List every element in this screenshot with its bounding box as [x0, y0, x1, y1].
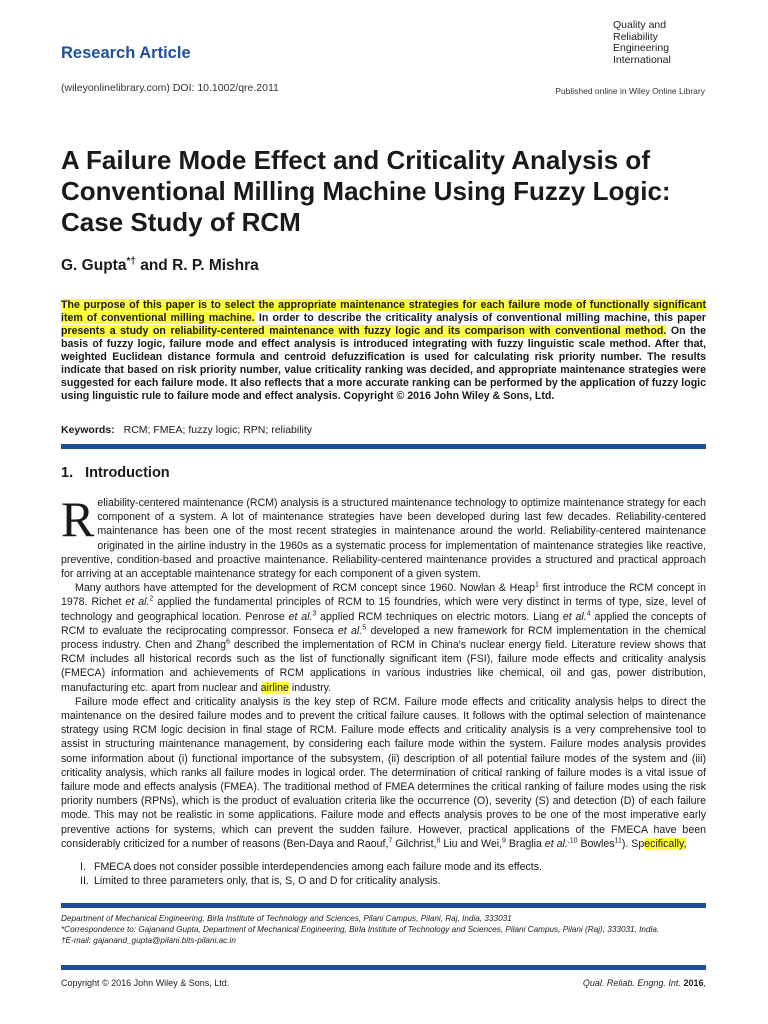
- list-number: I.: [80, 861, 86, 873]
- text-run: industry.: [288, 681, 332, 694]
- footer-citation: [583, 978, 706, 988]
- highlighted-text: ecifically,: [644, 837, 687, 850]
- section-divider: [61, 444, 706, 449]
- text-run: first introduce the RCM concept in 1978. Richet: [61, 582, 706, 609]
- journal-line: International: [613, 53, 671, 66]
- section-title: Introduction: [85, 465, 170, 481]
- text-run: et al.: [125, 596, 150, 609]
- text-run: developed a new framework for RCM implementation in the chemical process industry. Chen and Zhang: [61, 624, 707, 652]
- section-number: 1.: [61, 465, 74, 481]
- journal-name: [613, 20, 753, 66]
- citation: 11: [614, 837, 622, 845]
- citation: ,10: [567, 837, 578, 845]
- text-run: et al.: [562, 610, 587, 623]
- citation: 7: [388, 837, 393, 845]
- keywords-value: RCM; FMEA; fuzzy logic; RPN; reliability: [123, 424, 313, 436]
- highlighted-text: The purpose of this paper is to select the appropriate maintenance strategies for each failure mode of functionally significant item of conventional milling machine.: [61, 299, 706, 324]
- list-item: [80, 860, 542, 874]
- citation: 3: [312, 610, 317, 618]
- text-run: et al.: [337, 624, 363, 637]
- author-name: R. P. Mishra: [172, 257, 259, 274]
- drop-cap: R: [61, 491, 95, 547]
- affiliation-note: Department of Mechanical Engineering, Birla Institute of Technology and Sciences, Pilani Campus, Pilani, Raj, India, 333031: [61, 914, 512, 923]
- list-number: II.: [80, 875, 89, 888]
- email-note[interactable]: †E-mail: gajanand_gupta@pilani.bits-pilani.ac.in: [61, 936, 236, 945]
- abstract: [61, 299, 706, 403]
- paragraph: [61, 491, 706, 581]
- footer-divider: [61, 965, 706, 970]
- highlighted-text: presents a study on reliability-centered maintenance with fuzzy logic and its comparison with conventional method.: [61, 325, 667, 337]
- citation-year: 2016: [683, 978, 704, 988]
- paper-title: A Failure Mode Effect and Criticality Analysis of Conventional Milling Machine Using Fuzzy Logic: Case Study of RCM: [61, 145, 671, 237]
- paragraph: [61, 695, 706, 851]
- author-line: [61, 257, 259, 275]
- text-run: Gilchrist,: [392, 837, 437, 850]
- section-heading: [61, 465, 170, 481]
- text-run: applied RCM techniques on electric motors. Liang: [316, 610, 563, 623]
- journal-line: Reliability: [613, 30, 658, 43]
- abstract-text: On the basis of fuzzy logic, failure mode and effect analysis is introduced integrating with fuzzy linguistic scale method. After that, weighted Euclidean distance formula and centroid defuzzification is used for calculating risk priority number. The results indicate that based on risk priority number, value criticality ranking was decided, and appropriate maintenance strategies were suggested for each failure mode. It also reflects that a more accurate ranking can be performed by the application of fuzzy logic using linguistic rule to failure mode and effect analysis. Copyright © 2016 John Wiley & Sons, Ltd.: [61, 325, 706, 402]
- journal-line: Engineering: [613, 42, 670, 54]
- citation: 1: [535, 581, 539, 589]
- keywords-label: Keywords:: [61, 424, 115, 436]
- journal-line: Quality and: [613, 19, 667, 31]
- citation: 6: [226, 638, 230, 646]
- author-conjunction: and: [135, 257, 173, 274]
- highlighted-text: airline: [260, 681, 289, 694]
- abstract-text: In order to describe the criticality analysis of conventional milling machine, this paper: [254, 312, 707, 324]
- text-run: Liu and Wei,: [440, 837, 503, 850]
- list-item: [80, 874, 542, 888]
- list-text: FMECA does not consider possible interdependencies among each failure mode and its effects.: [94, 861, 542, 873]
- correspondence-note: *Correspondence to: Gajanand Gupta, Department of Mechanical Engineering, Birla Institute of Technology and Sciences, Pilani Campus, Pilani (Raj), 333031, India.: [61, 925, 660, 934]
- author-marks: *†: [126, 255, 136, 267]
- article-type-label: Research Article: [61, 44, 191, 62]
- text-run: et al.: [544, 837, 568, 850]
- citation: 8: [436, 837, 441, 845]
- text-run: et al.: [288, 610, 313, 623]
- text-run: applied the concepts of RCM to evaluate the reciprocating compressor. Fonseca: [61, 610, 707, 637]
- text-run: Braglia: [505, 837, 545, 850]
- list-text: Limited to three parameters only, that is, S, O and D for criticality analysis.: [94, 875, 441, 888]
- text-run: Many authors have attempted for the development of RCM concept since 1960. Nowlan & Heap: [75, 582, 535, 595]
- text-run: Bowles: [577, 837, 615, 850]
- text-run: applied the fundamental principles of RCM to 15 foundries, which were very distinct in terms of type, size, level of technology and geographical location. Penrose: [61, 596, 707, 623]
- author-name: G. Gupta: [61, 257, 127, 274]
- paragraph-text: eliability-centered maintenance (RCM) analysis is a structured maintenance technology to optimize maintenance strategy for each component of a system. A lot of maintenance strategies have been developed during last few decades. Reliability-centered maintenance has been one of the most recent strategies in maintenance around the world. Reliability-centered maintenance originated in the airline industry in the 1960s as a systematic process for implementation of maintenance strategies like reactive, preventive, condition-based and proactive maintenance. Reliability-centered maintenance provides a structured and practical approach for arriving at an acceptable maintenance strategy for each component of a given system.: [61, 497, 706, 581]
- footnote-divider: [61, 903, 706, 908]
- text-run: ). Sp: [621, 837, 645, 850]
- text-run: described the implementation of RCM in China's nuclear energy field. Literature review shows that RCM includes all historical records such as the list of functionally significant item (FSI), failure mode effects and criticality analysis (FMECA) information and achievements of RCM applications in various industries like chemical, oil and gas, power distribution, manufacturing etc. apart from nuclear and: [61, 639, 706, 694]
- citation: 5: [362, 624, 367, 632]
- citation: 9: [502, 837, 506, 845]
- published-online-note: Published online in Wiley Online Library: [555, 86, 705, 96]
- doi-line[interactable]: (wileyonlinelibrary.com) DOI: 10.1002/qre.2011: [61, 82, 279, 94]
- paragraph: [61, 581, 706, 695]
- citation-journal: Qual. Reliab. Engng. Int.: [582, 978, 681, 988]
- footer-copyright: Copyright © 2016 John Wiley & Sons, Ltd.: [61, 978, 230, 988]
- citation: 2: [149, 595, 154, 603]
- body-text: [61, 491, 707, 851]
- keywords: [61, 424, 312, 436]
- numbered-list: [80, 860, 542, 888]
- citation-comma: ,: [703, 978, 706, 988]
- citation: 4: [586, 610, 591, 618]
- footnotes: [61, 913, 721, 946]
- text-run: Failure mode effect and criticality analysis is the key step of RCM. Failure mode effects and criticality analysis helps to direct the maintenance on the desired failure modes and to prevent the critical failure causes. It follows with the optimal selection of maintenance strategy using RCM logic decision in final stage of RCM. Failure mode effects and criticality analysis is a very comprehensive tool to assist in structuring maintenance management, by considering each failure mode within the system. Failure modes analysis provides some information about (i) functional importance of the subsystem, (ii) description of all potential failure modes of the system and (iii) criticality analysis, which ranks all failure modes in logical order. The determination of critical ranking of failure modes is a vital issue of failure mode and effects analysis (FMEA). The traditional method of FMEA determines the critical ranking of failure modes using the risk priority numbers (RPNs), which is the product of evaluation criteria like the occurrence (O), severity (S) and detection (D) of each failure mode. This may not be realistic in some applications. Failure mode and effects analysis proves to be one of the most imperative early preventive actions for systems, which can prevent the sudden failure. However, practical applications of the FMECA have been considerably criticized for a number of reasons (Ben-Daya and Raouf,: [61, 695, 706, 850]
